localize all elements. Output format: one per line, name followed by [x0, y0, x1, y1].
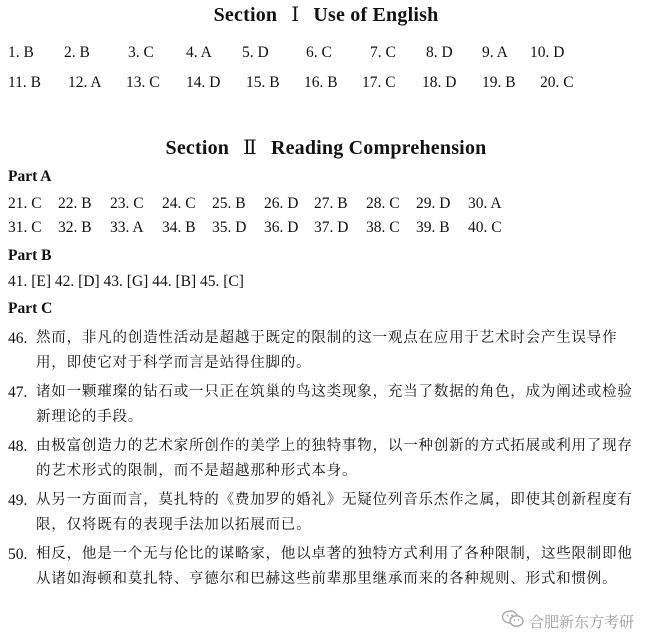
answer: 33. A: [110, 219, 144, 236]
section-2-prefix: Section: [165, 137, 230, 159]
section-1-name: Use of English: [313, 4, 439, 26]
translation-text: 相反，他是一个无与伦比的谋略家，他以卓著的独特方式利用了各种限制，这些限制即他从诸如海顿和莫扎特、亨德尔和巴赫这些前辈那里继承而来的各种规则、形式和惯例。: [36, 546, 633, 587]
answer: 34. B: [162, 219, 196, 236]
answer: 38. C: [366, 219, 400, 236]
translation-item: [8, 542, 644, 592]
translation-item: [8, 434, 644, 484]
answer: 3. C: [128, 44, 154, 61]
answer: 17. C: [362, 74, 396, 91]
answer: 35. D: [212, 219, 247, 236]
answer: 19. B: [482, 74, 516, 91]
answer: 9. A: [482, 44, 508, 61]
answer: 23. C: [110, 195, 144, 212]
answer: 7. C: [370, 44, 396, 61]
section-1-roman: Ⅰ: [291, 4, 300, 26]
section-2-roman: Ⅱ: [243, 137, 257, 159]
wechat-icon: [502, 610, 529, 632]
answer: 36. D: [264, 219, 299, 236]
answer: 6. C: [306, 44, 332, 61]
answer: 31. C: [8, 219, 42, 236]
translation-text: 由极富创造力的艺术家所创作的美学上的独特事物，以一种创新的方式拓展或利用了现存的艺术形式的限制，而不是超越那种形式本身。: [36, 438, 633, 479]
part-b-answers: 41. [E] 42. [D] 43. [G] 44. [B] 45. [C]: [8, 273, 244, 290]
answer: 4. A: [186, 44, 212, 61]
answer: 30. A: [468, 195, 502, 212]
answer: 39. B: [416, 219, 450, 236]
answer: 29. D: [416, 195, 451, 212]
translation-number: 46.: [8, 330, 28, 347]
answer: 27. B: [314, 195, 348, 212]
answer: 15. B: [246, 74, 280, 91]
translation-item: [8, 488, 644, 538]
answer: 14. D: [186, 74, 221, 91]
answer: 1. B: [8, 44, 34, 61]
translation-text: 然而，非凡的创造性活动是超越于既定的限制的这一观点在应用于艺术时会产生误导作用，即使它对于科学而言是站得住脚的。: [36, 330, 618, 371]
section-2-name: Reading Comprehension: [270, 137, 487, 159]
translation-number: 49.: [8, 492, 28, 509]
answer: 5. D: [242, 44, 269, 61]
translation-item: [8, 380, 644, 430]
translation-item: [8, 326, 644, 376]
translation-number: 50.: [8, 546, 28, 563]
answer: 25. B: [212, 195, 246, 212]
part-c-label: Part C: [8, 300, 53, 317]
answer: 20. C: [540, 74, 574, 91]
watermark-text: 合肥新东方考研: [528, 612, 634, 631]
answer: 22. B: [58, 195, 92, 212]
watermark: [502, 610, 634, 632]
answer: 10. D: [530, 44, 565, 61]
answer: 37. D: [314, 219, 349, 236]
section-1-title: [0, 2, 652, 27]
answer: 40. C: [468, 219, 502, 236]
translation-number: 47.: [8, 384, 28, 401]
answer: 13. C: [126, 74, 160, 91]
answer: 11. B: [8, 74, 42, 91]
part-a-label: Part A: [8, 168, 52, 185]
answer: 2. B: [64, 44, 90, 61]
answer: 16. B: [304, 74, 338, 91]
part-b-label: Part B: [8, 247, 52, 264]
answer: 18. D: [422, 74, 457, 91]
answer: 24. C: [162, 195, 196, 212]
answer: 12. A: [68, 74, 102, 91]
section-1-prefix: Section: [213, 4, 278, 26]
answer: 8. D: [426, 44, 453, 61]
answer: 28. C: [366, 195, 400, 212]
translation-text: 诸如一颗璀璨的钻石或一只正在筑巢的鸟这类现象，充当了数据的角色，成为阐述或检验新理论的手段。: [36, 384, 633, 425]
translation-text: 从另一方面而言，莫扎特的《费加罗的婚礼》无疑位列音乐杰作之属，即使其创新程度有限，仅将既有的表现手法加以拓展而已。: [36, 492, 633, 533]
translation-number: 48.: [8, 438, 28, 455]
answer: 26. D: [264, 195, 299, 212]
section-2-title: [0, 135, 652, 160]
answer: 21. C: [8, 195, 42, 212]
answer: 32. B: [58, 219, 92, 236]
